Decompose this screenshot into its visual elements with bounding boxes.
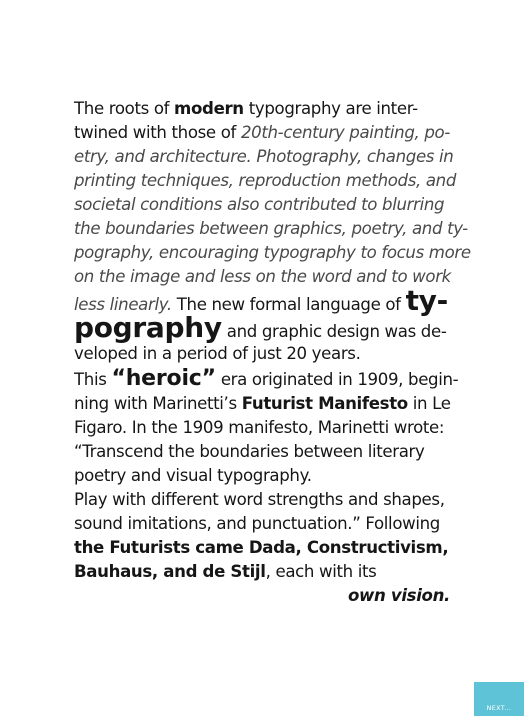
emphasis-heroic: “heroic” — [111, 366, 216, 391]
article-body — [74, 97, 471, 608]
text-line: on the image and less on the word and to work — [74, 267, 451, 286]
text-line: twined with those of 20th-century painting, po- — [74, 123, 450, 142]
text-line: the boundaries between graphics, poetry, and ty- — [74, 219, 468, 238]
text-line: less linearly. The new formal language of ty- — [74, 284, 448, 317]
text-line: Play with different word strengths and shapes, — [74, 490, 445, 509]
closing-line: own vision. — [347, 586, 450, 605]
text-line: etry, and architecture. Photography, changes in — [74, 147, 454, 166]
text-line: veloped in a period of just 20 years. — [74, 344, 361, 363]
text-line: pography and graphic design was de- — [74, 311, 447, 344]
text-line: printing techniques, reproduction methods, and — [74, 171, 457, 190]
text-line: “Transcend the boundaries between literary — [74, 442, 425, 461]
text-line: societal conditions also contributed to blurring — [74, 195, 445, 214]
text-line: Bauhaus, and de Stijl, each with its — [74, 562, 377, 581]
text-line: sound imitations, and punctuation.” Following — [74, 514, 440, 533]
emphasis-modern: modern — [174, 99, 244, 118]
emphasis-futurist-manifesto: Futurist Manifesto — [241, 394, 408, 413]
next-button-label: NEXT... — [486, 704, 512, 712]
text-line: the Futurists came Dada, Constructivism, — [74, 538, 449, 557]
text-line: pography, encouraging typography to focus more — [74, 243, 471, 262]
text-line: This “heroic” era originated in 1909, begin- — [74, 366, 459, 391]
text-line: The roots of modern typography are inter- — [74, 99, 418, 118]
next-button[interactable] — [474, 682, 524, 716]
emphasis-typography: pography — [74, 311, 222, 344]
text-line: Figaro. In the 1909 manifesto, Marinetti wrote: — [74, 418, 445, 437]
text-line: poetry and visual typography. — [74, 466, 312, 485]
text-line: ning with Marinetti’s Futurist Manifesto in Le — [74, 394, 451, 413]
emphasis-typography: ty- — [405, 284, 448, 317]
